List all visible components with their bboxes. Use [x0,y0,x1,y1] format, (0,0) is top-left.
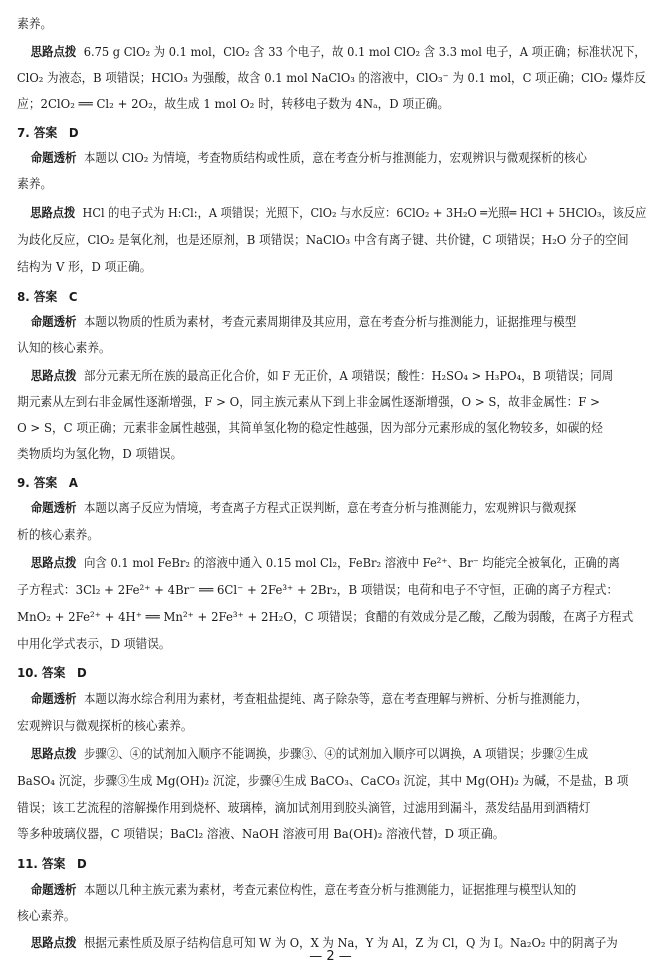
section-label: 命题透析 [30,501,77,515]
line-text: 应；2ClO₂ ══ Cl₂ + 2O₂，故生成 1 mol O₂ 时，转移电子数为 4Nₐ，D 项正确。 [17,97,450,111]
line-text: 类物质均为氢化物，D 项错误。 [17,447,183,461]
line-text: 错误；该工艺流程的溶解操作用到烧杯、玻璃棒，滴加试剂用到胶头滴管，过滤用到漏斗，蒸发结晶用到酒精灯 [17,801,591,815]
paragraph-line [0,259,646,276]
line-text: BaSO₄ 沉淀，步骤③生成 Mg(OH)₂ 沉淀，步骤④生成 BaCO₃、CaCO₃ 沉淀，其中 Mg(OH)₂ 为碱，不是盐，B 项 [17,774,629,788]
line-text: 期元素从左到右非金属性逐渐增强，F > O，同主族元素从下到上非金属性逐渐增强，O > S，故非金属性：F > [17,395,600,409]
paragraph-line [0,340,646,357]
paragraph-line [0,908,646,925]
line-text: 素养。 [17,177,53,191]
section-label: 思路点拨 [30,369,77,383]
paragraph-line [0,314,646,331]
section-label: 命题透析 [30,692,77,706]
line-text: 等多种玻璃仪器，C 项错误；BaCl₂ 溶液、NaOH 溶液可用 Ba(OH)₂ 溶液代替，D 项正确。 [17,827,505,841]
line-text: 子方程式：3Cl₂ + 2Fe²⁺ + 4Br⁻ ══ 6Cl⁻ + 2Fe³⁺ + 2Br₂，B 项错误；电荷和电子不守恒，正确的离子方程式： [17,583,619,597]
answer-heading [0,288,646,306]
paragraph-line [0,826,646,843]
answer-heading [0,124,646,142]
line-text: HCl 的电子式为 H:Cl:，A 项错误；光照下，ClO₂ 与水反应：6ClO₂ + 3H₂O ═光照═ HCl + 5HClO₃，该反应 [82,206,647,220]
line-text: 析的核心素养。 [17,528,100,542]
paragraph-line [0,44,644,61]
paragraph-line [0,555,646,572]
line-text: 本题以离子反应为情境，考查离子方程式正误判断，意在考查分析与推测能力，宏观辨识与微观探 [83,501,577,515]
paragraph-line [0,636,646,653]
paragraph-line [0,609,646,626]
answer-text: 8. 答案 C [17,290,78,304]
line-text: MnO₂ + 2Fe²⁺ + 4H⁺ ══ Mn²⁺ + 2Fe³⁺ + 2H₂O，C 项错误；食醋的有效成分是乙酸，乙酸为弱酸，在离子方程式 [17,610,634,624]
section-label: 思路点拨 [30,747,77,761]
answer-text: 9. 答案 A [17,476,78,490]
line-text: 为歧化反应，ClO₂ 是氧化剂，也是还原剂，B 项错误；NaClO₃ 中含有离子键、共价键，C 项错误；H₂O 分子的空间 [17,233,629,247]
paragraph-line [0,232,646,249]
paragraph-line [0,500,646,517]
section-label: 思路点拨 [30,45,77,59]
section-label: 命题透析 [30,315,77,329]
line-text: O > S，C 项正确；元素非金属性越强，其简单氢化物的稳定性越强，因为部分元素形成的氢化物较多，如碳的烃 [17,421,603,435]
paragraph-line [0,527,646,544]
page-number: — 2 — [309,949,352,964]
paragraph-line [0,718,646,735]
line-text: 结构为 V 形，D 项正确。 [17,260,152,274]
answer-text: 10. 答案 D [17,666,87,680]
section-label: 思路点拨 [30,206,76,220]
answer-text: 7. 答案 D [17,126,79,140]
paragraph-line [0,205,647,222]
paragraph-line [0,394,646,411]
line-text: ClO₂ 为液态，B 项错误；HClO₃ 为强酸，故含 0.1 mol NaClO₃ 的溶液中，ClO₃⁻ 为 0.1 mol，C 项正确；ClO₂ 爆炸反 [16,71,646,85]
paragraph-line [0,150,646,167]
section-label: 思路点拨 [30,936,77,950]
paragraph-line [0,800,646,817]
paragraph-line [0,176,646,193]
answer-text: 11. 答案 D [17,857,87,871]
line-text: 本题以 ClO₂ 为情境，考查物质结构或性质，意在考查分析与推测能力，宏观辨识与微观探析的核心 [83,151,587,165]
line-text: 核心素养。 [17,909,76,923]
paragraph-line [0,16,646,33]
paragraph-line [0,691,646,708]
paragraph-line [0,746,646,763]
line-text: 6.75 g ClO₂ 为 0.1 mol，ClO₂ 含 33 个电子，故 0.1 mol ClO₂ 含 3.3 mol 电子，A 项正确；标准状况下， [83,45,646,59]
paragraph-line [0,368,646,385]
answer-heading [0,474,646,492]
line-text: 本题以海水综合利用为素材，考查粗盐提纯、离子除杂等，意在考查理解与辨析、分析与推测能力， [83,692,588,706]
line-text: 向含 0.1 mol FeBr₂ 的溶液中通入 0.15 mol Cl₂，FeBr₂ 溶液中 Fe²⁺、Br⁻ 均能完全被氧化，正确的离 [83,556,620,570]
paragraph-line [0,96,646,113]
answer-heading [0,664,646,682]
section-label: 命题透析 [30,151,77,165]
paragraph-line [0,446,646,463]
paragraph-line [0,582,646,599]
line-text: 步骤②、④的试剂加入顺序不能调换，步骤③、④的试剂加入顺序可以调换，A 项错误；步骤②生成 [83,747,589,761]
line-text: 根据元素性质及原子结构信息可知 W 为 O，X 为 Na，Y 为 Al，Z 为 Cl，Q 为 I。Na₂O₂ 中的阴离子为 [83,936,618,950]
paragraph-line [0,773,646,790]
line-text: 本题以物质的性质为素材，考查元素周期律及其应用，意在考查分析与推测能力，证据推理与模型 [83,315,577,329]
line-text: 部分元素无所在族的最高正化合价，如 F 无正价，A 项错误；酸性：H₂SO₄ > H₃PO₄，B 项错误；同周 [83,369,614,383]
line-text: 素养。 [17,17,53,31]
section-label: 思路点拨 [30,556,77,570]
line-text: 宏观辨识与微观探析的核心素养。 [17,719,193,733]
line-text: 本题以几种主族元素为素材，考查元素位构性，意在考查分析与推测能力，证据推理与模型认知的 [83,883,577,897]
section-label: 命题透析 [30,883,77,897]
paragraph-line [0,882,646,899]
line-text: 认知的核心素养。 [17,341,111,355]
paragraph-line [0,70,646,87]
line-text: 中用化学式表示，D 项错误。 [17,637,171,651]
paragraph-line [0,420,646,437]
answer-heading [0,855,646,873]
